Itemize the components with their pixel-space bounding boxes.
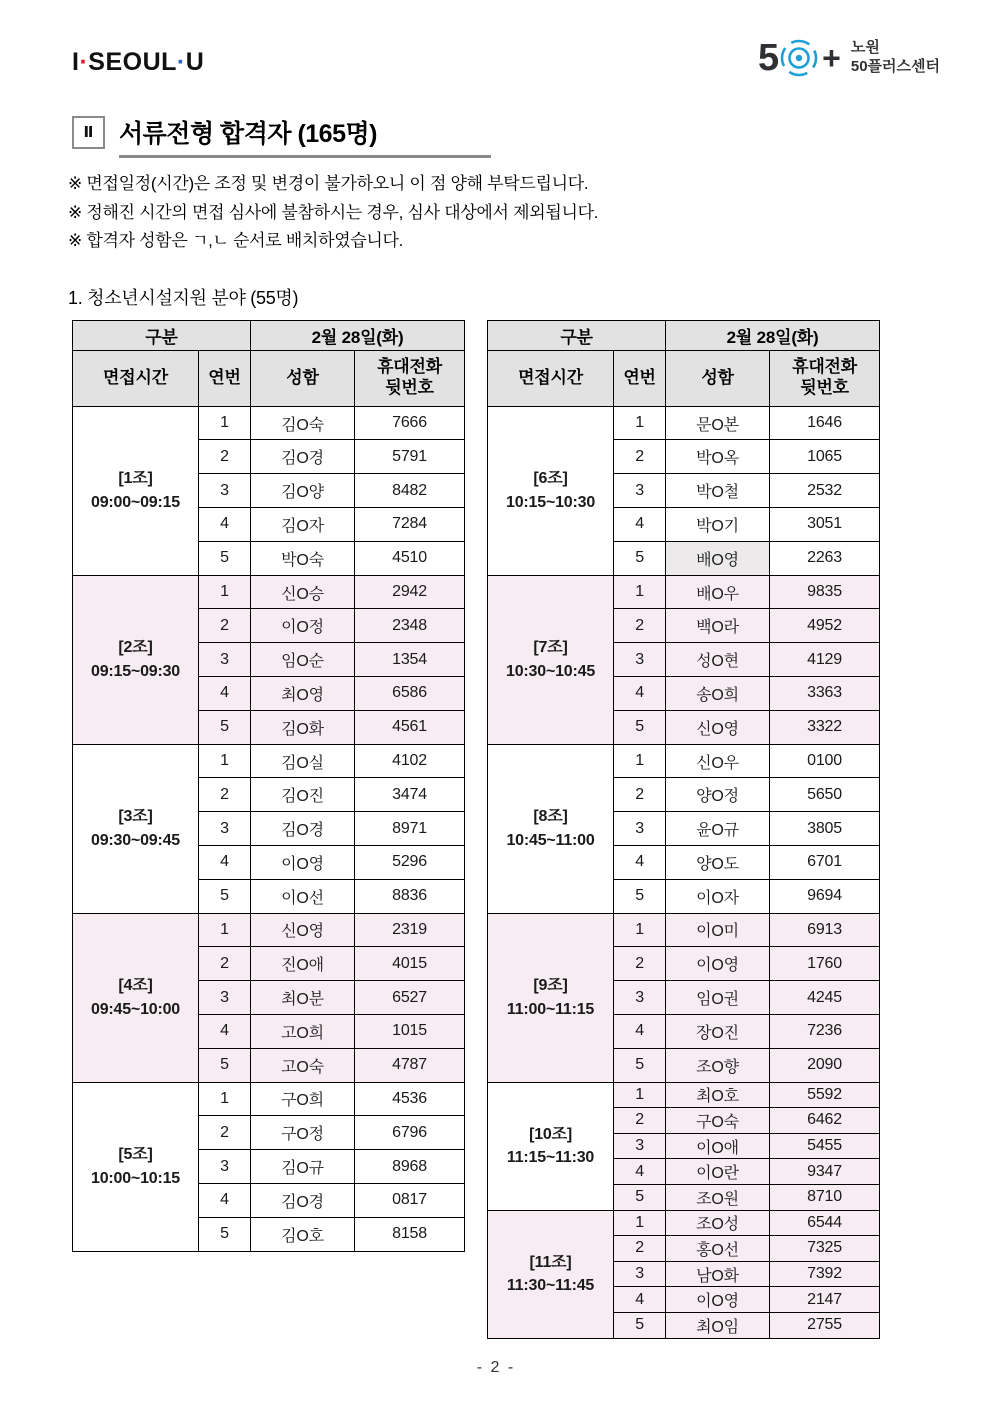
applicant-name-cell: 최O영: [251, 677, 355, 711]
header-interview-time: 면접시간: [488, 350, 614, 406]
target-circle-icon: [779, 38, 819, 78]
applicant-name-cell: 김O호: [251, 1217, 355, 1251]
interview-time-cell: [488, 1082, 614, 1210]
interview-time-cell: [73, 1082, 199, 1251]
seq-cell: 4: [614, 1287, 666, 1313]
center-name-block: [851, 39, 940, 77]
table-row: [488, 744, 880, 778]
applicant-name-cell: 이O영: [251, 846, 355, 880]
phone-suffix-cell: 2319: [355, 913, 465, 947]
phone-suffix-cell: 1646: [770, 406, 880, 440]
logo-plus-sign: +: [822, 40, 841, 76]
applicant-name-cell: 김O숙: [251, 406, 355, 440]
table-row: [488, 1082, 880, 1108]
time-range: 09:00~09:15: [91, 493, 180, 511]
applicant-name-cell: 장O진: [666, 1014, 770, 1048]
interview-time-cell: [488, 913, 614, 1082]
time-range: 09:45~10:00: [91, 1000, 180, 1018]
table-row: [73, 1082, 465, 1116]
applicant-name-cell: 박O숙: [251, 541, 355, 575]
seq-cell: 1: [614, 913, 666, 947]
seq-cell: 1: [199, 1082, 251, 1116]
seq-cell: 5: [614, 1048, 666, 1082]
time-range: 11:30~11:45: [506, 1277, 595, 1295]
seq-cell: 3: [199, 812, 251, 846]
applicant-name-cell: 이O영: [666, 1287, 770, 1313]
seq-cell: 4: [614, 846, 666, 880]
phone-suffix-cell: 6796: [355, 1116, 465, 1150]
applicant-name-cell: 신O승: [251, 575, 355, 609]
applicant-name-cell: 최O호: [666, 1082, 770, 1108]
header-interview-time: 면접시간: [73, 350, 199, 406]
applicant-name-cell: 홍O선: [666, 1236, 770, 1262]
applicant-name-cell: 김O경: [251, 440, 355, 474]
group-label: [4조]: [118, 977, 153, 995]
phone-suffix-cell: 7666: [355, 406, 465, 440]
applicant-name-cell: 윤O규: [666, 812, 770, 846]
table-header-row-top: [488, 320, 880, 350]
applicant-name-cell: 조O원: [666, 1184, 770, 1210]
phone-suffix-cell: 9347: [770, 1159, 880, 1185]
logo-letter-u: U: [185, 48, 205, 76]
applicant-name-cell: 박O철: [666, 474, 770, 508]
group-label: [7조]: [533, 639, 568, 657]
seq-cell: 5: [614, 1312, 666, 1338]
notice-list: [0, 170, 992, 256]
applicant-name-cell: 배O영: [666, 541, 770, 575]
phone-suffix-cell: 4787: [355, 1048, 465, 1082]
phone-suffix-cell: 7236: [770, 1014, 880, 1048]
seq-cell: 1: [614, 1082, 666, 1108]
header-phone-line2: 뒷번호: [385, 378, 434, 398]
interview-time-cell: [73, 913, 199, 1082]
logo-letter-i: I: [72, 48, 80, 76]
phone-suffix-cell: 7392: [770, 1261, 880, 1287]
header-name: 성함: [666, 350, 770, 406]
center-name-line1: 노원: [850, 39, 880, 57]
seq-cell: 5: [199, 541, 251, 575]
seq-cell: 4: [199, 846, 251, 880]
phone-suffix-cell: 2755: [770, 1312, 880, 1338]
applicant-name-cell: 최O분: [251, 981, 355, 1015]
logo-dot-red: ·: [79, 48, 89, 76]
schedule-table-right: [487, 320, 880, 1339]
applicant-name-cell: 백O라: [666, 609, 770, 643]
phone-suffix-cell: 4510: [355, 541, 465, 575]
seq-cell: 1: [199, 744, 251, 778]
applicant-name-cell: 조O향: [666, 1048, 770, 1082]
time-range: 09:30~09:45: [91, 831, 180, 849]
seq-cell: 5: [199, 1048, 251, 1082]
interview-time-cell: [73, 744, 199, 913]
applicant-name-cell: 김O자: [251, 508, 355, 542]
phone-suffix-cell: 5592: [770, 1082, 880, 1108]
seq-cell: 3: [614, 474, 666, 508]
applicant-name-cell: 양O정: [666, 778, 770, 812]
seq-cell: 2: [199, 947, 251, 981]
applicant-name-cell: 김O진: [251, 778, 355, 812]
seq-cell: 3: [614, 1133, 666, 1159]
header-phone-line1: 휴대전화: [377, 357, 442, 377]
applicant-name-cell: 구O희: [251, 1082, 355, 1116]
seq-cell: 4: [199, 677, 251, 711]
phone-suffix-cell: 4129: [770, 643, 880, 677]
section-number-badge: Ⅱ: [72, 116, 105, 149]
phone-suffix-cell: 6701: [770, 846, 880, 880]
header-date: 2월 28일(화): [251, 320, 465, 350]
phone-suffix-cell: 7284: [355, 508, 465, 542]
phone-suffix-cell: 4536: [355, 1082, 465, 1116]
title-block: [0, 114, 992, 158]
phone-suffix-cell: 4015: [355, 947, 465, 981]
phone-suffix-cell: 2147: [770, 1287, 880, 1313]
table-head-right: [488, 320, 880, 406]
applicant-name-cell: 이O애: [666, 1133, 770, 1159]
table-row: [488, 575, 880, 609]
table-row: [73, 744, 465, 778]
time-range: 11:00~11:15: [506, 1000, 595, 1018]
center-name-line2: 50플러스센터: [850, 58, 940, 75]
table-header-row-sub: [488, 350, 880, 406]
seq-cell: 5: [614, 710, 666, 744]
group-label: [2조]: [118, 639, 153, 657]
phone-suffix-cell: 6586: [355, 677, 465, 711]
seq-cell: 1: [614, 575, 666, 609]
phone-suffix-cell: 5650: [770, 778, 880, 812]
fifty-plus-mark: [758, 38, 841, 78]
table-body-right: [488, 406, 880, 1338]
section-heading: 1. 청소년시설지원 분야 (55명): [68, 287, 299, 308]
seq-cell: 1: [199, 406, 251, 440]
page-title: 서류전형 합격자 (165명): [119, 120, 377, 148]
applicant-name-cell: 박O옥: [666, 440, 770, 474]
phone-suffix-cell: 3363: [770, 677, 880, 711]
seq-cell: 4: [199, 1183, 251, 1217]
seq-cell: 4: [199, 1014, 251, 1048]
group-label: [8조]: [533, 808, 568, 826]
table-row: [73, 406, 465, 440]
phone-suffix-cell: 4245: [770, 981, 880, 1015]
seq-cell: 4: [199, 508, 251, 542]
group-label: [10조]: [529, 1125, 572, 1143]
applicant-name-cell: 임O권: [666, 981, 770, 1015]
applicant-name-cell: 양O도: [666, 846, 770, 880]
phone-suffix-cell: 6544: [770, 1210, 880, 1236]
table-header-row-sub: [73, 350, 465, 406]
seq-cell: 4: [614, 1159, 666, 1185]
phone-suffix-cell: 2263: [770, 541, 880, 575]
logo-dot-blue: ·: [176, 48, 186, 76]
phone-suffix-cell: 7325: [770, 1236, 880, 1262]
schedule-table-left: [72, 320, 465, 1252]
applicant-name-cell: 김O경: [251, 812, 355, 846]
seq-cell: 4: [614, 1014, 666, 1048]
applicant-name-cell: 문O본: [666, 406, 770, 440]
phone-suffix-cell: 8971: [355, 812, 465, 846]
seq-cell: 1: [199, 575, 251, 609]
phone-suffix-cell: 2348: [355, 609, 465, 643]
header-gubun: 구분: [488, 320, 666, 350]
phone-suffix-cell: 5455: [770, 1133, 880, 1159]
notice-line-2: ※ 정해진 시간의 면접 심사에 불참하시는 경우, 심사 대상에서 제외됩니다.: [68, 202, 599, 222]
page-header: [0, 0, 992, 96]
applicant-name-cell: 임O순: [251, 643, 355, 677]
applicant-name-cell: 김O실: [251, 744, 355, 778]
applicant-name-cell: 조O성: [666, 1210, 770, 1236]
applicant-name-cell: 신O영: [251, 913, 355, 947]
logo-digit-five: 5: [758, 37, 779, 79]
applicant-name-cell: 신O우: [666, 744, 770, 778]
interview-time-cell: [488, 575, 614, 744]
seq-cell: 4: [614, 677, 666, 711]
seq-cell: 5: [614, 879, 666, 913]
seq-cell: 3: [614, 643, 666, 677]
phone-suffix-cell: 3805: [770, 812, 880, 846]
applicant-name-cell: 진O애: [251, 947, 355, 981]
seq-cell: 2: [199, 778, 251, 812]
interview-time-cell: [488, 1210, 614, 1338]
time-range: 10:15~10:30: [506, 493, 596, 511]
applicant-name-cell: 이O자: [666, 879, 770, 913]
header-gubun: 구분: [73, 320, 251, 350]
notice-line-3: ※ 합격자 성함은 ㄱ,ㄴ 순서로 배치하였습니다.: [68, 231, 404, 251]
applicant-name-cell: 김O양: [251, 474, 355, 508]
interview-time-cell: [488, 744, 614, 913]
applicant-name-cell: 이O미: [666, 913, 770, 947]
header-phone-line1: 휴대전화: [792, 357, 857, 377]
seq-cell: 2: [614, 778, 666, 812]
i-seoul-u-logo: [72, 48, 204, 77]
time-range: 09:15~09:30: [91, 662, 180, 680]
table-row: [73, 913, 465, 947]
phone-suffix-cell: 0817: [355, 1183, 465, 1217]
seq-cell: 2: [614, 440, 666, 474]
applicant-name-cell: 성O현: [666, 643, 770, 677]
phone-suffix-cell: 8482: [355, 474, 465, 508]
seq-cell: 1: [614, 744, 666, 778]
time-range: 10:30~10:45: [506, 662, 596, 680]
applicant-name-cell: 김O규: [251, 1150, 355, 1184]
phone-suffix-cell: 9835: [770, 575, 880, 609]
interview-time-cell: [73, 406, 199, 575]
applicant-name-cell: 박O기: [666, 508, 770, 542]
applicant-name-cell: 송O희: [666, 677, 770, 711]
seq-cell: 1: [614, 406, 666, 440]
seq-cell: 2: [199, 609, 251, 643]
seq-cell: 5: [199, 1217, 251, 1251]
phone-suffix-cell: 2942: [355, 575, 465, 609]
group-label: [5조]: [118, 1146, 153, 1164]
time-range: 11:15~11:30: [506, 1149, 595, 1167]
interview-time-cell: [73, 575, 199, 744]
seq-cell: 5: [614, 541, 666, 575]
phone-suffix-cell: 8158: [355, 1217, 465, 1251]
applicant-name-cell: 신O영: [666, 710, 770, 744]
phone-suffix-cell: 2090: [770, 1048, 880, 1082]
header-seq: 연번: [199, 350, 251, 406]
phone-suffix-cell: 1015: [355, 1014, 465, 1048]
phone-suffix-cell: 8710: [770, 1184, 880, 1210]
applicant-name-cell: 고O희: [251, 1014, 355, 1048]
seq-cell: 2: [199, 1116, 251, 1150]
header-name: 성함: [251, 350, 355, 406]
applicant-name-cell: 고O숙: [251, 1048, 355, 1082]
header-date: 2월 28일(화): [666, 320, 880, 350]
phone-suffix-cell: 0100: [770, 744, 880, 778]
phone-suffix-cell: 4952: [770, 609, 880, 643]
phone-suffix-cell: 4561: [355, 710, 465, 744]
applicant-name-cell: 최O임: [666, 1312, 770, 1338]
phone-suffix-cell: 6913: [770, 913, 880, 947]
group-label: [6조]: [533, 470, 568, 488]
table-head-left: [73, 320, 465, 406]
header-phone: [770, 350, 880, 406]
phone-suffix-cell: 5791: [355, 440, 465, 474]
seq-cell: 3: [199, 474, 251, 508]
seq-cell: 1: [614, 1210, 666, 1236]
seq-cell: 2: [614, 1236, 666, 1262]
page-number: - 2 -: [476, 1359, 516, 1376]
seq-cell: 3: [614, 812, 666, 846]
notice-line-1: ※ 면접일정(시간)은 조정 및 변경이 불가하오니 이 점 양해 부탁드립니다.: [68, 174, 589, 193]
phone-suffix-cell: 2532: [770, 474, 880, 508]
table-header-row-top: [73, 320, 465, 350]
schedule-tables: [0, 320, 992, 1339]
seq-cell: 3: [199, 643, 251, 677]
seq-cell: 4: [614, 508, 666, 542]
seq-cell: 3: [199, 981, 251, 1015]
seq-cell: 3: [614, 981, 666, 1015]
interview-time-cell: [488, 406, 614, 575]
seq-cell: 3: [614, 1261, 666, 1287]
applicant-name-cell: 배O우: [666, 575, 770, 609]
time-range: 10:00~10:15: [91, 1169, 180, 1187]
phone-suffix-cell: 3051: [770, 508, 880, 542]
group-label: [11조]: [529, 1253, 572, 1271]
applicant-name-cell: 이O영: [666, 947, 770, 981]
applicant-name-cell: 이O란: [666, 1159, 770, 1185]
phone-suffix-cell: 1760: [770, 947, 880, 981]
applicant-name-cell: 이O정: [251, 609, 355, 643]
table-row: [73, 575, 465, 609]
phone-suffix-cell: 5296: [355, 846, 465, 880]
seq-cell: 2: [199, 440, 251, 474]
phone-suffix-cell: 1354: [355, 643, 465, 677]
logo-word-seoul: SEOUL: [88, 48, 177, 76]
phone-suffix-cell: 1065: [770, 440, 880, 474]
applicant-name-cell: 김O경: [251, 1183, 355, 1217]
nowon-50plus-logo: [758, 38, 940, 78]
title-row: [72, 114, 992, 150]
header-seq: 연번: [614, 350, 666, 406]
title-underline: [119, 155, 491, 158]
table-row: [488, 406, 880, 440]
table-row: [488, 1210, 880, 1236]
seq-cell: 5: [199, 710, 251, 744]
phone-suffix-cell: 6527: [355, 981, 465, 1015]
phone-suffix-cell: 4102: [355, 744, 465, 778]
applicant-name-cell: 김O화: [251, 710, 355, 744]
seq-cell: 1: [199, 913, 251, 947]
table-row: [488, 913, 880, 947]
applicant-name-cell: 구O정: [251, 1116, 355, 1150]
applicant-name-cell: 이O선: [251, 879, 355, 913]
seq-cell: 2: [614, 609, 666, 643]
seq-cell: 5: [614, 1184, 666, 1210]
applicant-name-cell: 남O화: [666, 1261, 770, 1287]
seq-cell: 2: [614, 947, 666, 981]
seq-cell: 2: [614, 1108, 666, 1134]
group-label: [1조]: [118, 470, 153, 488]
header-phone-line2: 뒷번호: [800, 378, 849, 398]
phone-suffix-cell: 9694: [770, 879, 880, 913]
phone-suffix-cell: 3474: [355, 778, 465, 812]
phone-suffix-cell: 3322: [770, 710, 880, 744]
table-body-left: [73, 406, 465, 1251]
applicant-name-cell: 구O숙: [666, 1108, 770, 1134]
seq-cell: 5: [199, 879, 251, 913]
phone-suffix-cell: 8968: [355, 1150, 465, 1184]
group-label: [3조]: [118, 808, 153, 826]
phone-suffix-cell: 8836: [355, 879, 465, 913]
group-label: [9조]: [533, 977, 568, 995]
time-range: 10:45~11:00: [506, 831, 595, 849]
header-phone: [355, 350, 465, 406]
phone-suffix-cell: 6462: [770, 1108, 880, 1134]
seq-cell: 3: [199, 1150, 251, 1184]
